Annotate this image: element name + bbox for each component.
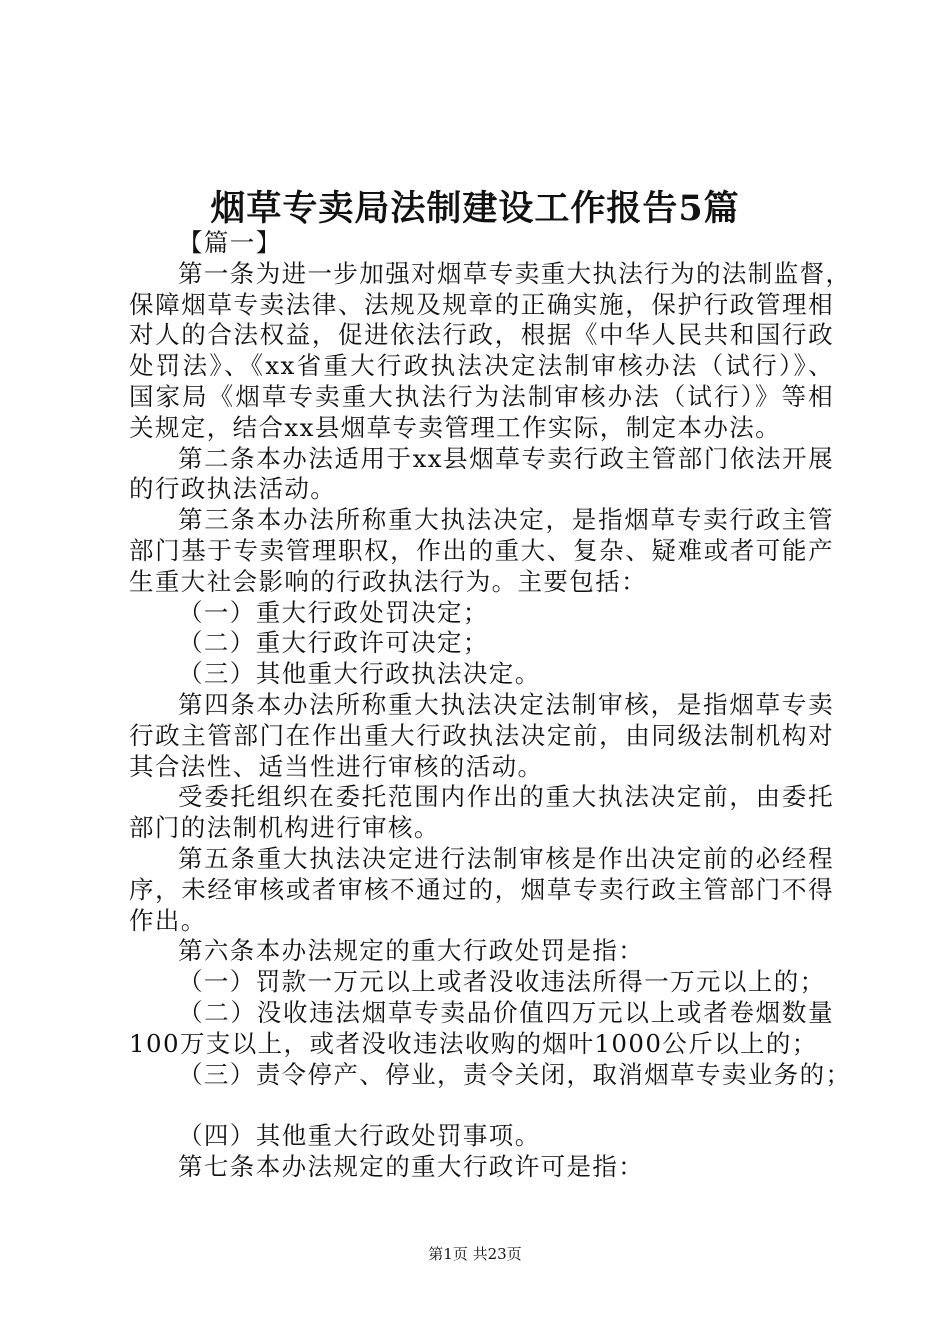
paragraph-line: 处罚法》、《xx省重大行政执法决定法制审核办法（试行）》、 — [129, 351, 834, 381]
paragraph-line: 对人的合法权益，促进依法行政，根据《中华人民共和国行政 — [129, 320, 834, 350]
paragraph-line: 第五条重大执法决定进行法制审核是作出决定前的必经程 — [178, 843, 834, 873]
list-item: （三）责令停产、停业，责令关闭，取消烟草专卖业务的； — [178, 1059, 852, 1089]
paragraph-line: 保障烟草专卖法律、法规及规章的正确实施，保护行政管理相 — [129, 289, 834, 319]
section-heading: 【篇一】 — [178, 228, 282, 257]
paragraph-line: 100万支以上，或者没收违法收购的烟叶1000公斤以上的； — [129, 1028, 818, 1058]
paragraph-line: 第六条本办法规定的重大行政处罚是指： — [178, 936, 645, 966]
paragraph-line: 序，未经审核或者审核不通过的，烟草专卖行政主管部门不得 — [129, 874, 834, 904]
paragraph-line: 第三条本办法所称重大执法决定，是指烟草专卖行政主管 — [178, 505, 834, 535]
list-item: （一）罚款一万元以上或者没收违法所得一万元以上的； — [178, 967, 826, 997]
paragraph-line: 行政主管部门在作出重大行政执法决定前，由同级法制机构对 — [129, 720, 834, 750]
paragraph-line: 第四条本办法所称重大执法决定法制审核，是指烟草专卖 — [178, 689, 834, 719]
list-item: （二）重大行政许可决定； — [178, 628, 489, 658]
paragraph-line: 受委托组织在委托范围内作出的重大执法决定前，由委托 — [178, 782, 834, 812]
paragraph-line: 部门的法制机构进行审核。 — [129, 813, 440, 843]
list-item: （一）重大行政处罚决定； — [178, 597, 489, 627]
paragraph-line: 其合法性、适当性进行审核的活动。 — [129, 751, 544, 781]
list-item: （四）其他重大行政处罚事项。 — [178, 1121, 541, 1151]
paragraph-line: 部门基于专卖管理职权，作出的重大、复杂、疑难或者可能产 — [129, 535, 834, 565]
page-footer: 第1页 共23页 — [428, 1245, 522, 1263]
list-item: （二）没收违法烟草专卖品价值四万元以上或者卷烟数量 — [178, 997, 834, 1027]
document-title: 烟草专卖局法制建设工作报告5篇 — [210, 188, 740, 229]
paragraph-line: 关规定，结合xx县烟草专卖管理工作实际，制定本办法。 — [129, 412, 782, 442]
paragraph-line: 第二条本办法适用于xx县烟草专卖行政主管部门依法开展 — [178, 443, 834, 473]
paragraph-line: 第七条本办法规定的重大行政许可是指： — [178, 1151, 645, 1181]
paragraph-line: 国家局《烟草专卖重大执法行为法制审核办法（试行）》等相 — [129, 381, 834, 411]
paragraph-line: 生重大社会影响的行政执法行为。主要包括： — [129, 566, 647, 596]
paragraph-line: 的行政执法活动。 — [129, 474, 337, 504]
blank-line — [129, 1090, 834, 1121]
paragraph-line: 作出。 — [129, 905, 207, 935]
list-item: （三）其他重大行政执法决定。 — [178, 659, 541, 689]
document-body — [129, 228, 852, 1183]
paragraph-line: 第一条为进一步加强对烟草专卖重大执法行为的法制监督， — [178, 258, 852, 288]
